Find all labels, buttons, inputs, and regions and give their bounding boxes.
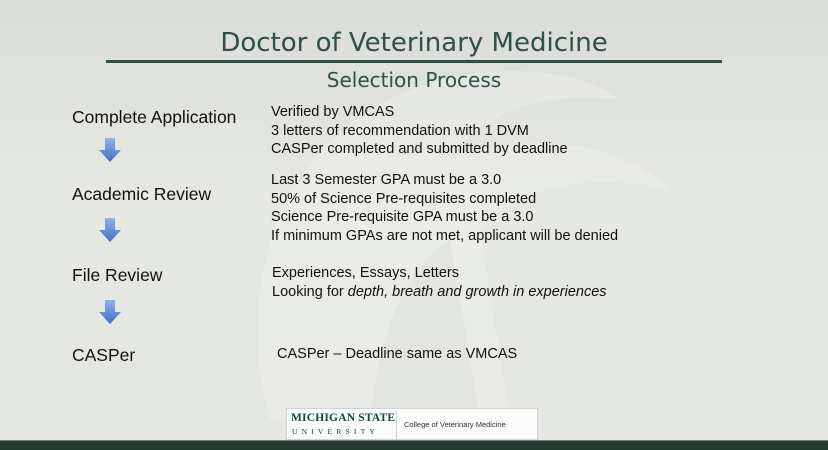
detail-line [272,283,607,302]
msu-cvm-logo [286,408,538,440]
logo-divider [396,411,397,439]
step-academic-review: Academic Review [72,184,212,204]
detail-prefix: Looking for [272,283,348,300]
detail-line: Experiences, Essays, Letters [272,265,459,281]
arrow-down-icon [99,138,121,162]
step-casper: CASPer [72,345,136,365]
detail-line: 3 letters of recommendation with 1 DVM [271,122,529,139]
detail-line: CASPer completed and submitted by deadline [271,141,568,157]
detail-line: 50% of Science Pre-requisites completed [271,190,537,207]
logo-college-name: College of Veterinary Medicine [404,420,506,429]
toolbar-edge [0,440,828,441]
title-divider [106,60,722,63]
arrow-down-icon [99,218,121,242]
detail-line: If minimum GPAs are not met, applicant will be denied [271,227,619,244]
step-academic-review-details [271,171,618,245]
step-casper-details [277,345,517,364]
detail-line: Last 3 Semester GPA must be a 3.0 [271,172,502,188]
step-complete-application: Complete Application [72,107,237,127]
slide-title: Doctor of Veterinary Medicine [220,28,608,58]
detail-line: Verified by VMCAS [271,104,395,120]
detail-emphasis: depth, breath and growth in experiences [347,283,607,300]
logo-msu-name: MICHIGAN STATE [291,412,396,424]
step-complete-application-details [271,103,568,159]
slide-subtitle: Selection Process [326,68,502,92]
logo-msu-university: UNIVERSITY [292,427,379,436]
step-file-review-details [272,264,607,301]
arrow-down-icon [99,300,121,324]
detail-line: CASPer – Deadline same as VMCAS [277,346,518,362]
bottom-toolbar [0,440,828,450]
detail-line: Science Pre-requisite GPA must be a 3.0 [271,209,534,225]
step-file-review: File Review [72,265,163,285]
